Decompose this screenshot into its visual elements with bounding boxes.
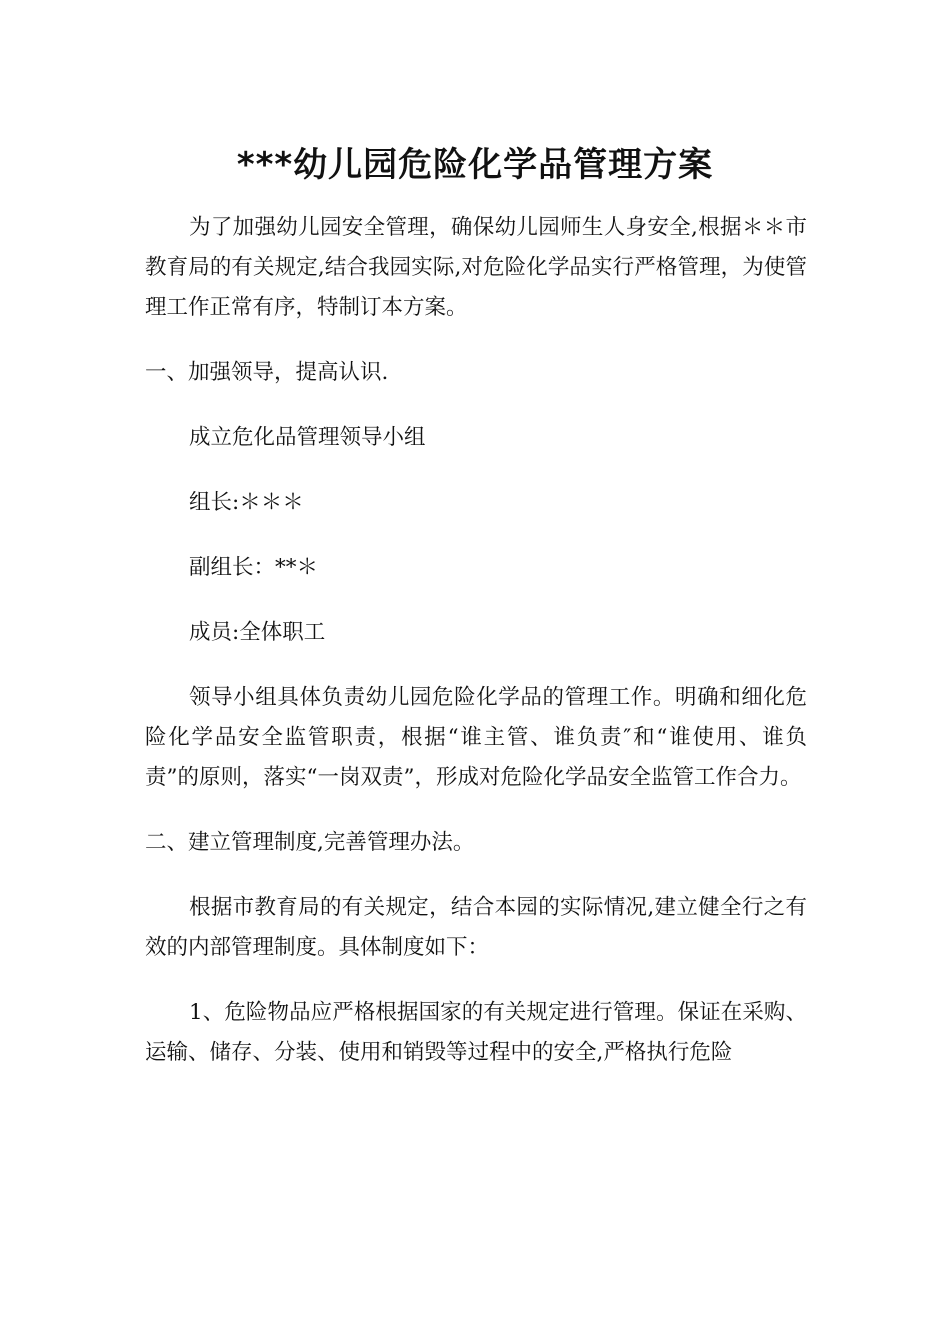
item-1-paragraph: 1、危险物品应严格根据国家的有关规定进行管理。保证在采购、运输、储存、分装、使用和销毁等过程中的安全,严格执行危险 — [145, 1000, 807, 1065]
group-duty-paragraph: 领导小组具体负责幼儿园危险化学品的管理工作。明确和细化危险化学品安全监管职责，根据“谁主管、谁负责″和“谁使用、谁负责”的原则，落实“一岗双责”，形成对危险化学品安全监管工作合力。 — [145, 685, 807, 790]
document-title: ***幼儿园危险化学品管理方案 — [236, 145, 714, 185]
document-body — [145, 208, 807, 1073]
system-intro-paragraph: 根据市教育局的有关规定，结合本园的实际情况,建立健全行之有效的内部管理制度。具体制度如下： — [145, 895, 807, 960]
group-setup-line: 成立危化品管理领导小组 — [189, 425, 426, 450]
deputy-line: 副组长：**＊ — [189, 555, 319, 580]
section-heading-2: 二、建立管理制度,完善管理办法。 — [145, 830, 475, 855]
leader-line: 组长:＊＊＊ — [189, 490, 304, 515]
members-line: 成员:全体职工 — [189, 620, 326, 645]
intro-paragraph: 为了加强幼儿园安全管理，确保幼儿园师生人身安全,根据＊＊市教育局的有关规定,结合我园实际,对危险化学品实行严格管理，为使管理工作正常有序，特制订本方案。 — [145, 215, 807, 320]
section-heading-1: 一、加强领导，提高认识. — [145, 360, 389, 385]
